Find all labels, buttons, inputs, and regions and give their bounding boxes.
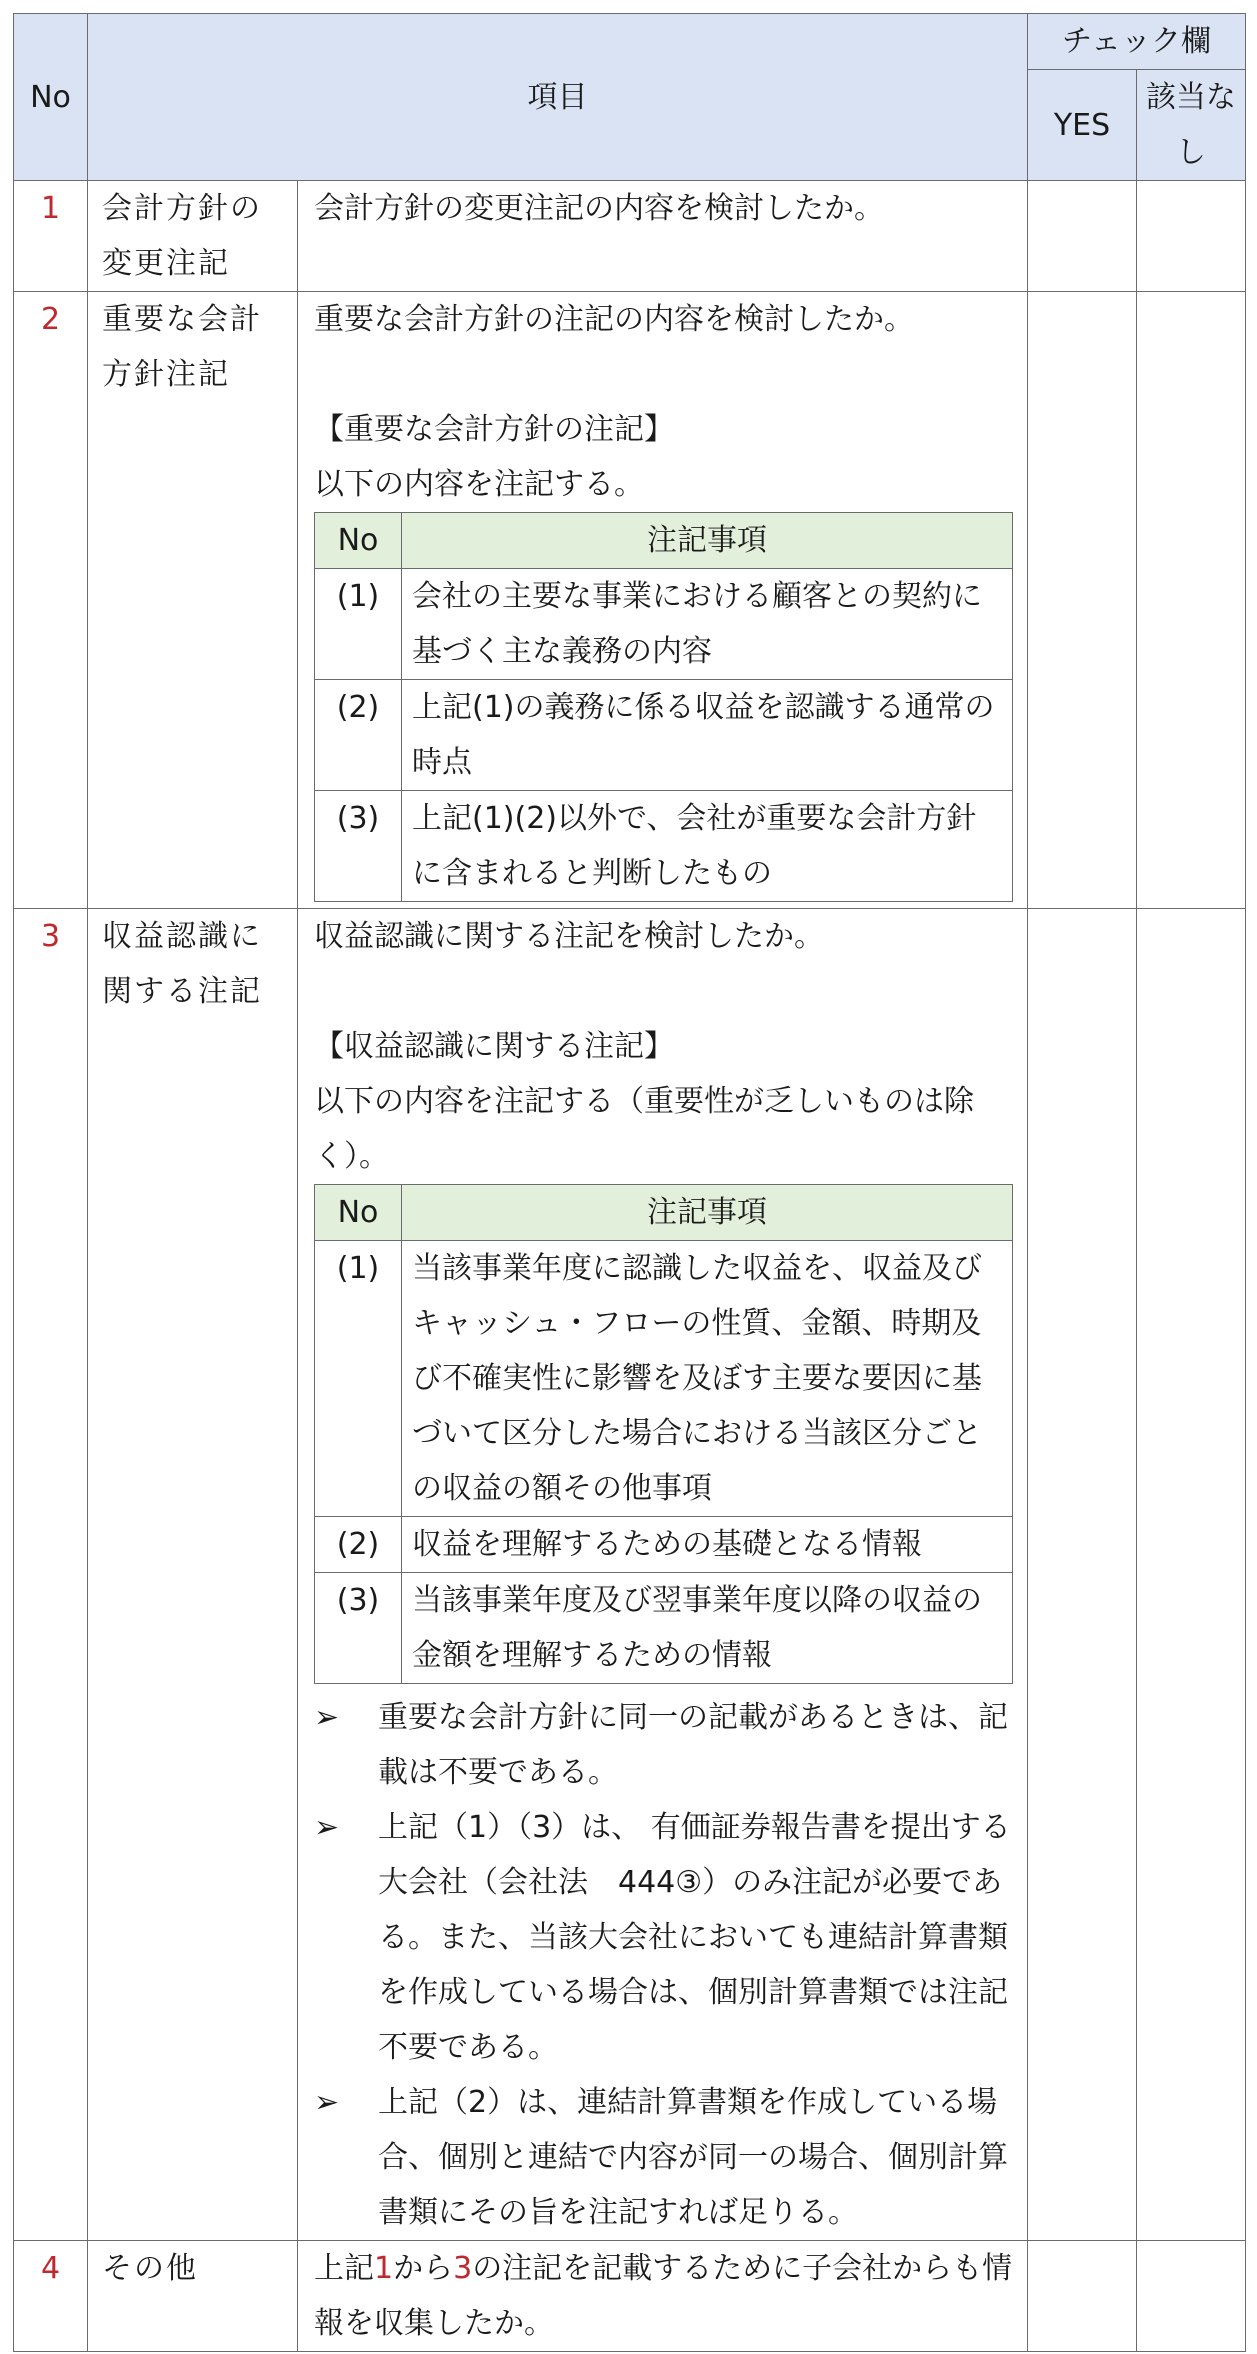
checklist-row-2 [14,292,1246,909]
note-item-row [315,1573,1013,1684]
section-title: 【重要な会計方針の注記】 [314,412,674,447]
inner-header-no: No [315,513,402,569]
note-text: 上記（2）は、連結計算書類を作成している場合、個別と連結で内容が同一の場合、個別計算書類にその旨を注記すれば足りる。 [378,2085,1008,2230]
note-item-text: 収益を理解するための基礎となる情報 [402,1517,1013,1573]
question-text: 会計方針の変更注記の内容を検討したか。 [314,191,884,226]
checklist-table [13,13,1246,2352]
header-check: チェック欄 [1028,14,1246,70]
header-row-top [14,14,1246,70]
row-question [298,2241,1028,2352]
note-bullet [314,1800,1013,2075]
note-text: 重要な会計方針に同一の記載があるときは、記載は不要である。 [378,1700,1008,1790]
note-item-no: (1) [315,569,402,680]
checklist-row-3 [14,909,1246,2241]
header-na: 該当なし [1137,70,1246,181]
row-topic: 会計方針の変更注記 [88,181,298,292]
note-item-row [315,1241,1013,1517]
na-checkbox[interactable] [1137,909,1246,2241]
row-content [298,909,1028,2241]
note-item-no: (2) [315,1517,402,1573]
ref-number-end: 3 [453,2251,473,2286]
question-text: 収益認識に関する注記を検討したか。 [314,919,824,954]
yes-checkbox[interactable] [1028,909,1137,2241]
note-item-text: 上記(1)(2)以外で、会社が重要な会計方針に含まれると判断したもの [402,791,1013,902]
header-yes: YES [1028,70,1137,181]
na-checkbox[interactable] [1137,292,1246,909]
arrow-bullet-icon: ➢ [314,1810,340,1845]
note-item-text: 当該事業年度及び翌事業年度以降の収益の金額を理解するための情報 [402,1573,1013,1684]
note-item-text: 当該事業年度に認識した収益を、収益及びキャッシュ・フローの性質、金額、時期及び不確実性に影響を及ぼす主要な要因に基づいて区分した場合における当該区分ごとの収益の額その他事項 [402,1241,1013,1517]
row-topic: 収益認識に関する注記 [88,909,298,2241]
yes-checkbox[interactable] [1028,2241,1137,2352]
question-part: の注記を記載するために子会社からも情報を収集したか。 [314,2251,1013,2341]
note-item-text: 上記(1)の義務に係る収益を認識する通常の時点 [402,680,1013,791]
question-text: 重要な会計方針の注記の内容を検討したか。 [314,302,914,337]
question-part: 上記 [314,2251,374,2286]
question-part: から [393,2251,454,2286]
note-item-row [315,680,1013,791]
row-topic: 重要な会計方針注記 [88,292,298,909]
ref-number-start: 1 [374,2251,394,2286]
inner-header-item: 注記事項 [402,513,1013,569]
note-text: 上記（1）（3）は、 有価証券報告書を提出する大会社（会社法 444③）のみ注記が必要である。また、当該大会社においても連結計算書類を作成している場合は、個別計算書類では注記不要である。 [378,1810,1011,2065]
note-item-row [315,569,1013,680]
intro-text: 以下の内容を注記する（重要性が乏しいものは除く）。 [314,1084,974,1174]
header-no: No [14,14,88,181]
header-item: 項目 [88,14,1028,181]
note-item-no: (1) [315,1241,402,1517]
notes-list [314,1690,1013,2240]
arrow-bullet-icon: ➢ [314,2085,340,2120]
row-number: 4 [14,2241,88,2352]
row-number: 3 [14,909,88,2241]
intro-text: 以下の内容を注記する。 [314,467,644,502]
inner-header-no: No [315,1185,402,1241]
row-question [298,181,1028,292]
row-number: 2 [14,292,88,909]
row-topic: その他 [88,2241,298,2352]
row-number: 1 [14,181,88,292]
checklist-row-4 [14,2241,1246,2352]
section-title: 【収益認識に関する注記】 [314,1029,674,1064]
inner-header-item: 注記事項 [402,1185,1013,1241]
note-item-row [315,1517,1013,1573]
note-item-text: 会社の主要な事業における顧客との契約に基づく主な義務の内容 [402,569,1013,680]
question-text [314,2241,1013,2351]
na-checkbox[interactable] [1137,2241,1246,2352]
yes-checkbox[interactable] [1028,292,1137,909]
note-item-row [315,791,1013,902]
note-bullet [314,1690,1013,1800]
checklist-row-1 [14,181,1246,292]
note-bullet [314,2075,1013,2240]
note-item-no: (3) [315,791,402,902]
row-content [298,292,1028,909]
note-item-no: (2) [315,680,402,791]
na-checkbox[interactable] [1137,181,1246,292]
yes-checkbox[interactable] [1028,181,1137,292]
note-item-no: (3) [315,1573,402,1684]
note-items-table [314,1184,1013,1684]
arrow-bullet-icon: ➢ [314,1700,340,1735]
note-items-table [314,512,1013,902]
